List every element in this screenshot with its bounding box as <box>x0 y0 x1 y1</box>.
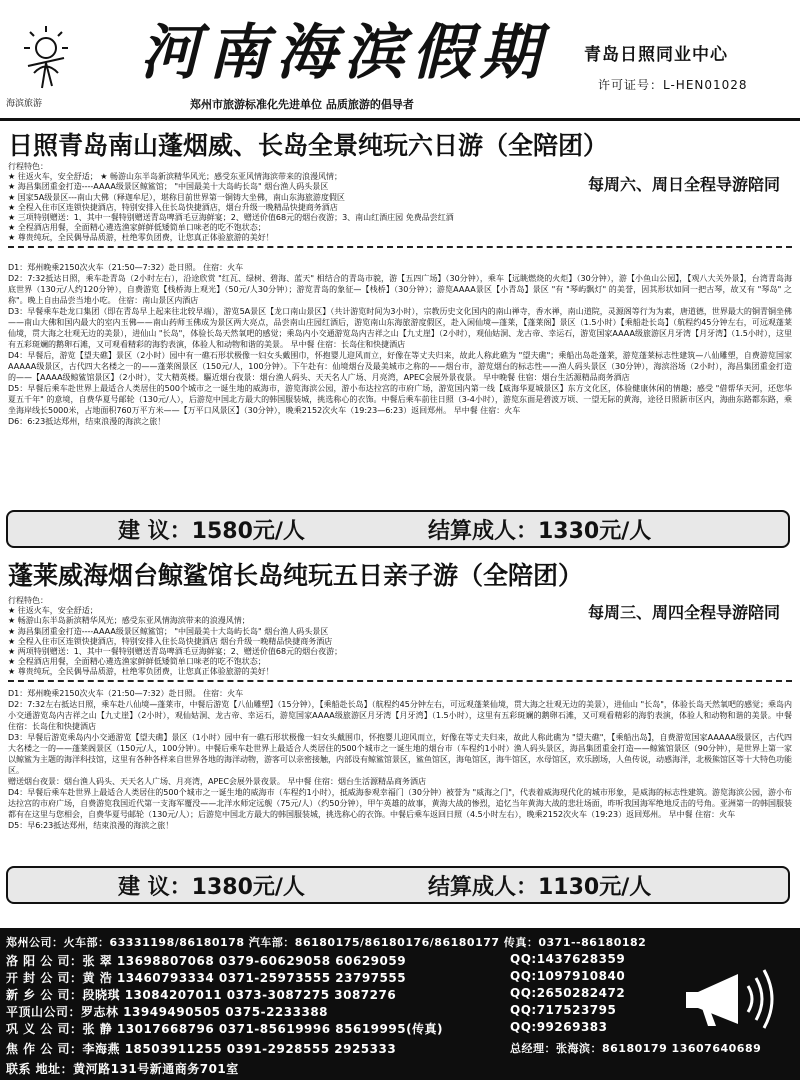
feature-line: ★ 国家5A级景区---南山大佛（释迦牟尼），堪称目前世界第一铜铸大坐佛，南山东海旅游度假区 <box>8 192 345 202</box>
tour2-features <box>8 596 342 678</box>
itinerary-day: D6：6:23抵达郑州，结束浪漫的海滨之旅！ <box>8 417 166 426</box>
branch-qq: QQ:717523795 <box>510 1003 617 1017</box>
feature-line: 行程特色： <box>8 162 48 171</box>
sun-figure-logo-icon <box>16 18 76 103</box>
branch-contact: 洛 阳 公 司：张 翠 13698807068 0379-60629058 60629059 <box>6 954 407 968</box>
feature-line: ★ 全程酒店用餐，全面精心遴选渔家鲜鲜低矮简单口味老的吃不饱状态； <box>8 223 266 233</box>
general-manager: 总经理：张海滨：86180179 13607640689 <box>510 1042 762 1055</box>
masthead <box>0 0 800 121</box>
address: 联系 地址：黄河路131号新通商务701室 <box>6 1062 239 1076</box>
branch-contact: 开 封 公 司：黄 浩 13460793334 0371-25973555 23797555 <box>6 971 407 985</box>
feature-line: ★ 全程入住市区连锁快捷酒店，特别安排入住长岛快捷酒店 烟台升级一晚精品快捷商务酒店 <box>8 636 333 646</box>
tour2-schedule: 每周三、周四全程导游陪同 <box>588 600 780 623</box>
feature-line: ★ 尊贵纯玩，全民偶导品质游，杜绝零负团费，让您真正体验旅游的美好！ <box>8 233 274 243</box>
tour1-features <box>8 162 454 244</box>
divider <box>8 680 792 682</box>
itinerary-day: D5：早6:23抵达郑州，结束浪漫的海滨之旅！ <box>8 821 174 830</box>
branch-qq: QQ:1097910840 <box>510 969 626 983</box>
branch-qq: QQ:1437628359 <box>510 952 626 966</box>
tour1-price-box <box>6 510 790 548</box>
contact-footer <box>0 928 800 1080</box>
megaphone-icon <box>668 964 788 1044</box>
feature-line: ★ 尊贵纯玩，全民偶导品质游，杜绝零负团费，让您真正体验旅游的美好！ <box>8 667 274 677</box>
branch-contact: 平顶山公司：罗志林 13949490505 0375-2233388 <box>6 1005 329 1019</box>
branch-qq: QQ:99269383 <box>510 1020 608 1034</box>
slogan: 郑州市旅游标准化先进单位 品质旅游的倡导者 <box>190 98 414 111</box>
license-number: 许可证号：L-HEN01028 <box>598 78 748 92</box>
branch-contact: 巩 义 公 司：张 静 13017668796 0371-85619996 85619995(传真) <box>6 1022 444 1036</box>
settlement-price: 结算成人：1330元/人 <box>428 519 652 544</box>
divider <box>8 246 792 248</box>
tour1-title: 日照青岛南山蓬烟威、长岛全景纯玩六日游（全陪团） <box>8 131 609 160</box>
feature-line: ★ 全程酒店用餐，全面精心遴选渔家鲜鲜低矮简单口味老的吃不饱状态； <box>8 657 266 667</box>
tour1-itinerary <box>8 262 792 502</box>
feature-line: ★ 海昌集团重金打造----AAAA级景区鲸鲨馆； "中国最美十大岛屿长岛" 烟台渔人码头景区 <box>8 182 329 192</box>
tour1-schedule: 每周六、周日全程导游陪同 <box>588 172 780 195</box>
zhengzhou-contacts: 郑州公司：火车部：63331198/86180178 汽车部：86180175/86180176/86180177 传真：0371--86180182 <box>6 936 647 949</box>
feature-line: ★ 两项特别赠送：1、其中一餐特别赠送青岛啤酒毛豆海鲜宴；2、赠送价值68元的烟台夜游； <box>8 647 343 657</box>
brand-title: 河南海滨假期 <box>140 18 548 88</box>
tour2-price-box <box>6 866 790 904</box>
suggested-price: 建 议：1380元/人 <box>118 875 305 900</box>
itinerary-day: D3：早餐后游览乘岛内小交通游览【望夫礁】景区（1小时）园中有一礁石形状极像一妇女头戴围巾，怀抱婴儿迎风而立，好像在等丈夫归来，故此人称此礁为 "望夫礁"，【乘船出岛】，自费游览国家AAAAA级景区，古代四大名楼之一的——蓬莱阁景区（150元/人，100分钟）。中餐后乘车赴世界上最适合人类居住的500个城市之一诞生地的烟台市（车程约1小时）渔人码头景区，海昌集团重金打造——鲸鲨馆景区（90分钟），是世界上第一家以鲸鲨为主题的海洋科技馆，这里有各种各样来自世界各地的海洋动物，游客可以亲密接触，内部设有鲸鲨馆景区，鲨鱼馆区，海龟馆区，海牛馆区，水母馆区，欢乐剧场，人鱼传说，动感海洋，北极熊馆区等十大特色功能区。 <box>8 733 792 775</box>
settlement-price: 结算成人：1130元/人 <box>428 875 652 900</box>
itinerary-day: D1：郑州晚乘2150次火车（21:50—7:32）赴日照。 住宿：火车 <box>8 689 244 698</box>
feature-line: ★ 三项特别赠送：1、其中一餐特别赠送青岛啤酒毛豆海鲜宴；2、赠送价值68元的烟台夜游；3、南山红酒庄园 免费品尝红酒 <box>8 213 454 223</box>
branch-contact: 新 乡 公 司：段晓琪 13084207011 0373-3087275 3087276 <box>6 988 397 1002</box>
itinerary-day: D1：郑州晚乘2150次火车（21:50—7:32）赴日照。 住宿：火车 <box>8 263 244 272</box>
itinerary-day: D4：早餐后，游览【望夫礁】景区（2小时）园中有一礁石形状极像一妇女头戴围巾，怀抱婴儿迎风而立，好像在等丈夫归来，故此人称此礁为 "望夫礁"；乘船出岛赴蓬莱，游览蓬莱标志性建筑—八仙雕塑，自费游览国家AAAAA级景区，古代四大名楼之一的——蓬莱阁景区（150元/人，100分钟）。下午赴有：仙境烟台及最美城市之称的——烟台市，游览烟台的标志性——渔人码头景区（30分钟），海滨浴场（2小时），海昌集团重金打造的——【AAAA级鲸鲨馆景区】（2小时），艾大精英楼。驅近烟台夜景：烟台渔人码头、天天名人广场、月亮湾，APEC会展外景夜景。 早中晚餐 住宿：烟台生活源精品商务酒店 <box>8 351 792 382</box>
suggested-price: 建 议：1580元/人 <box>118 519 305 544</box>
branch-qq: QQ:2650282472 <box>510 986 626 1000</box>
itinerary-day: D5：早餐后乘车赴世界上最适合人类居住的500个城市之一诞生地的威海市，游览海滨公园，游小布达拉宫的市府广场，游览国内第一线【威海华夏城景区】东方文化区，体验健康休闲的情趣；感受 "借帮华天河，还您华夏五千年" 的意境，自费华夏号邮轮（130元/人），后游览中国北方最大的韩国服装城，挑选称心的衣饰。中餐后乘车前往日照（3-4小时），游览东面是碧波万顷、一望无际的黄海，途径日照新市区内，海曲东路都东路，乘坐海岸线长5000米，占地面积760万平方米——【万平口风景区】（30分钟），晚乘2152次火车（19:23—6:23）返回郑州。 早中餐 住宿：火车 <box>8 384 792 415</box>
feature-line: ★ 海昌集团重金打造----AAAA级景区鲸鲨馆； "中国最美十大岛屿长岛" 烟台渔人码头景区 <box>8 626 329 636</box>
itinerary-day: D4：早餐后乘车赴世界上最适合人类居住的500个城市之一诞生地的威海市（车程约1小时），抵威海参观幸福门（30分钟）被誉为 "威海之门"，代表着威海现代化的城市形象，是威海的标志性建筑。游览海滨公园，游小布达拉宫的市府广场，自费游览我国近代第一支海军覆没——北洋水师定远舰（75元/人）（约50分钟），甲午英雄的故事，黄海大战的惨烈，追忆当年黄海大战的悲壮场面，昨听我国海军绝地反击的号角。亚洲第一的韩国服装都有在这里与您相会，自费华夏号邮轮（130元/人）；后游览中国北方最大的韩国服装城，挑选称心的衣饰。中餐后乘车返回日照（4.5小时左右），晚乘2152次火车（19:23）返回郑州。 早中餐 住宿：火车 <box>8 788 792 819</box>
business-center: 青岛日照同业中心 <box>584 45 728 65</box>
feature-line: ★ 往返火车，安全舒适； ★ 畅游山东半岛新滨精华风光；感受东亚风情海滨带来的浪漫风情； <box>8 172 342 182</box>
feature-line: ★ 全程入住市区连锁快捷酒店，特别安排入住长岛快捷酒店，烟台升级一晚精品快捷商务酒店 <box>8 202 338 212</box>
itinerary-day: D2：7:32抵达日照，乘车赴青岛（2小时左右），沿途欣赏 "红瓦、绿树、碧海、蓝天" 相结合的青岛市貌，游【五四广场】（30分钟），乘车【远眺燃烧的火炬】（30分钟），游【小鱼山公园】，【观八大关外景】，台湾青岛海底世界（130元/人约120分钟），自费游览【栈桥海上观光】（50元/人30分钟）；游览青岛的象征—【栈桥】（30分钟）；游览AAAA景区【小青岛】景区 "有 "琴屿飘灯" 的美誉，因其形状如同一把古琴，故又有 "琴岛" 之称"。晚上自由品尝当地小吃。 住宿：南山景区内酒店 <box>8 274 792 305</box>
feature-line: 行程特色： <box>8 596 48 605</box>
itinerary-day: D3：早餐乘车赴龙口集团（即在青岛早上起来往北较早端），游览5A景区【龙口南山景区】（共计游览时间为3小时），宗教历史文化国内的南山禅寺，香水禅，南山道院，灵源阁等行为为素，唐道德，世界最大的铜青铜坐佛——南山大佛和国内最大的室内玉佛——南山药师玉佛成为景区两大亮点，品尝南山庄园红酒后，游览南山东海旅游度假区，赴入闲仙境—蓬莱，【蓬莱阁】景区（1.5小时）【乘船赴长岛】（航程约45分钟左右，可远观蓬莱仙境，贯大海之壮观无边的美景），进仙山 "长岛"，体验长岛天然氧吧的感觉；乘岛内小交通游览岛内吉祥之山【九丈崖】（2小时），观仙姑洞、龙古帝、幸运石，游览国家AAAA级旅游区月牙湾【月牙湾】（1.5小时），这里有五彩斑斓的鹅卵石滩，又可观看精彩的海豹表演，体验人和动物和谐的美景。 早中餐 住宿：长岛住和快捷酒店 <box>8 307 792 349</box>
itinerary-day: D2：7:32左右抵达日照，乘车赴八仙境—蓬莱市，中餐后游览【八仙雕塑】（15分钟），【乘船赴长岛】（航程约45分钟左右，可远观蓬莱仙境，贯大海之壮观无边的美景），进仙山 "长岛"，体验长岛天然氧吧的感觉；乘岛内小交通游览岛内吉祥之山【九丈崖】（2小时），观仙姑洞、龙古帝、幸运石，游览国家AAAA级旅游区月牙湾【月牙湾】（1.5小时），这里有五彩斑斓的鹅卵石滩，又可观看精彩的海豹表演，体验人和动物和谐的美景。中餐 住宿：长岛住和快捷酒店 <box>8 700 792 731</box>
itinerary-day: 赠送烟台夜景：烟台渔人码头、天天名人广场、月亮湾，APEC会展外景夜景。 早中餐 住宿：烟台生活源精品商务酒店 <box>8 777 427 786</box>
logo-caption: 海滨旅游 <box>6 99 43 109</box>
feature-line: ★ 往返火车，安全舒适； <box>8 606 98 616</box>
branch-contact: 焦 作 公 司：李海燕 18503911255 0391-2928555 2925333 <box>6 1042 397 1056</box>
tour2-itinerary <box>8 688 792 864</box>
feature-line: ★ 畅游山东半岛新滨精华风光；感受东亚风情海滨带来的浪漫风情； <box>8 616 250 626</box>
tour2-title: 蓬莱威海烟台鲸鲨馆长岛纯玩五日亲子游（全陪团） <box>8 561 584 590</box>
